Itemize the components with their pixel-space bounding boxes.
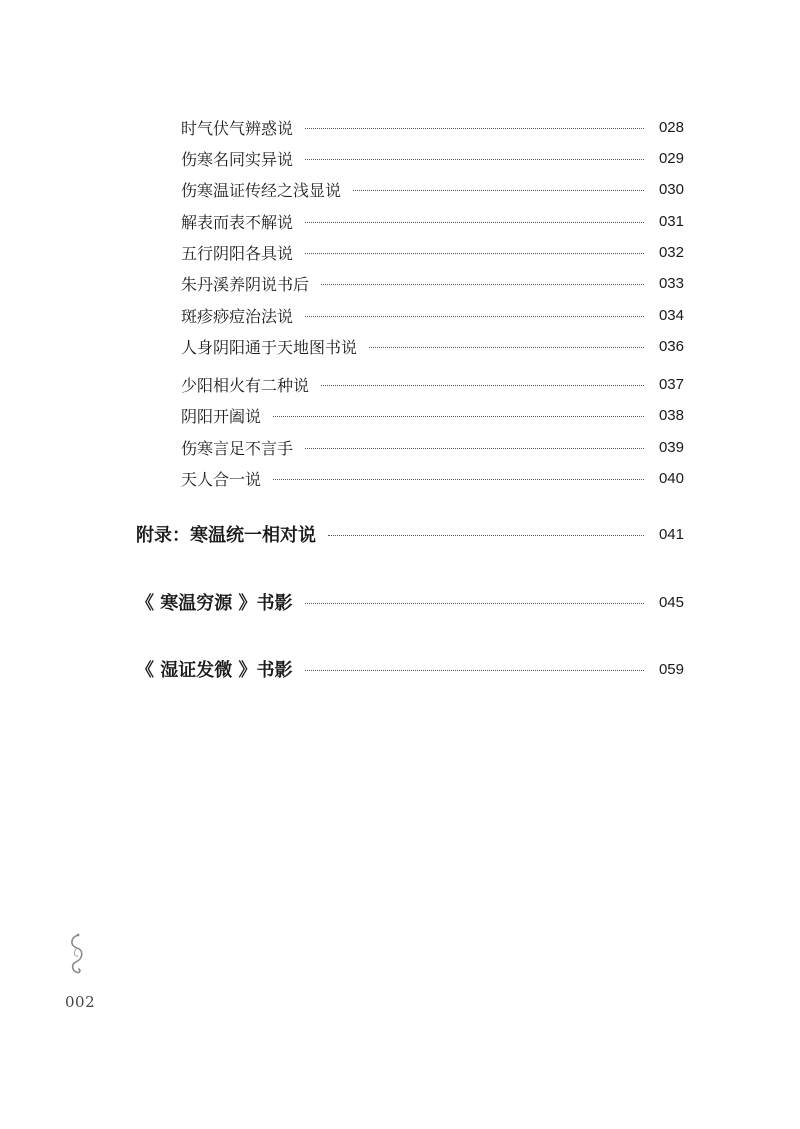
dot-leader xyxy=(273,416,644,417)
toc-entry-title: 伤寒名同实异说 xyxy=(181,149,294,169)
toc-entry-page: 040 xyxy=(658,469,684,487)
swirl-ornament-icon xyxy=(62,932,90,980)
toc-entry-title: 阴阳开阖说 xyxy=(181,406,262,426)
dot-leader xyxy=(305,316,644,317)
toc-entry[interactable] xyxy=(181,144,684,172)
toc-entry-page: 059 xyxy=(658,660,684,678)
toc-book-shadow-entry[interactable] xyxy=(136,655,684,683)
toc-entry[interactable] xyxy=(181,464,684,492)
dot-leader xyxy=(305,448,644,449)
toc-entry-page: 031 xyxy=(658,212,684,230)
dot-leader xyxy=(305,222,644,223)
toc-entry-page: 039 xyxy=(658,438,684,456)
toc-entry-title: 五行阴阳各具说 xyxy=(181,243,294,263)
dot-leader xyxy=(305,159,644,160)
toc-entry[interactable] xyxy=(181,175,684,203)
dot-leader xyxy=(273,479,644,480)
toc-entry-page: 038 xyxy=(658,406,684,424)
toc-entry-title: 人身阴阳通于天地图书说 xyxy=(181,337,358,357)
toc-entry-page: 036 xyxy=(658,337,684,355)
toc-entry-page: 028 xyxy=(658,118,684,136)
toc-entry[interactable] xyxy=(181,332,684,360)
page-number: 002 xyxy=(65,993,96,1011)
toc-entry-page: 037 xyxy=(658,375,684,393)
toc-entry-page: 029 xyxy=(658,149,684,167)
toc-entry-page: 032 xyxy=(658,243,684,261)
toc-book-shadow-entry[interactable] xyxy=(136,588,684,616)
toc-entry-title: 时气伏气辨惑说 xyxy=(181,118,294,138)
toc-entry[interactable] xyxy=(181,113,684,141)
toc-entry[interactable] xyxy=(181,370,684,398)
dot-leader xyxy=(305,603,644,604)
dot-leader xyxy=(321,284,644,285)
toc-entry-page: 045 xyxy=(658,593,684,611)
dot-leader xyxy=(328,535,644,536)
toc-entry-page: 030 xyxy=(658,180,684,198)
toc-entry-title: 《 湿证发微 》书影 xyxy=(136,660,293,681)
dot-leader xyxy=(305,670,644,671)
toc-entry-title: 天人合一说 xyxy=(181,469,262,489)
toc-entry[interactable] xyxy=(181,269,684,297)
toc-entry-title: 少阳相火有二种说 xyxy=(181,375,310,395)
dot-leader xyxy=(369,347,644,348)
toc-entry-title: 朱丹溪养阴说书后 xyxy=(181,274,310,294)
toc-entry[interactable] xyxy=(181,238,684,266)
toc-entry-title: 附录：寒温统一相对说 xyxy=(136,525,316,546)
toc-entry-title: 解表而表不解说 xyxy=(181,212,294,232)
dot-leader xyxy=(353,190,644,191)
toc-entry[interactable] xyxy=(181,207,684,235)
dot-leader xyxy=(305,128,644,129)
toc-entry-page: 034 xyxy=(658,306,684,324)
dot-leader xyxy=(321,385,644,386)
toc-entry-title: 《 寒温穷源 》书影 xyxy=(136,593,293,614)
toc-entry-title: 伤寒温证传经之浅显说 xyxy=(181,180,342,200)
toc-entry[interactable] xyxy=(181,301,684,329)
dot-leader xyxy=(305,253,644,254)
toc-entry[interactable] xyxy=(181,433,684,461)
toc-entry-page: 041 xyxy=(658,525,684,543)
toc-entry-title: 斑疹痧痘治法说 xyxy=(181,306,294,326)
toc-entry[interactable] xyxy=(181,401,684,429)
toc-entry-title: 伤寒言足不言手 xyxy=(181,438,294,458)
toc-entry-page: 033 xyxy=(658,274,684,292)
toc-appendix-entry[interactable] xyxy=(136,520,684,548)
